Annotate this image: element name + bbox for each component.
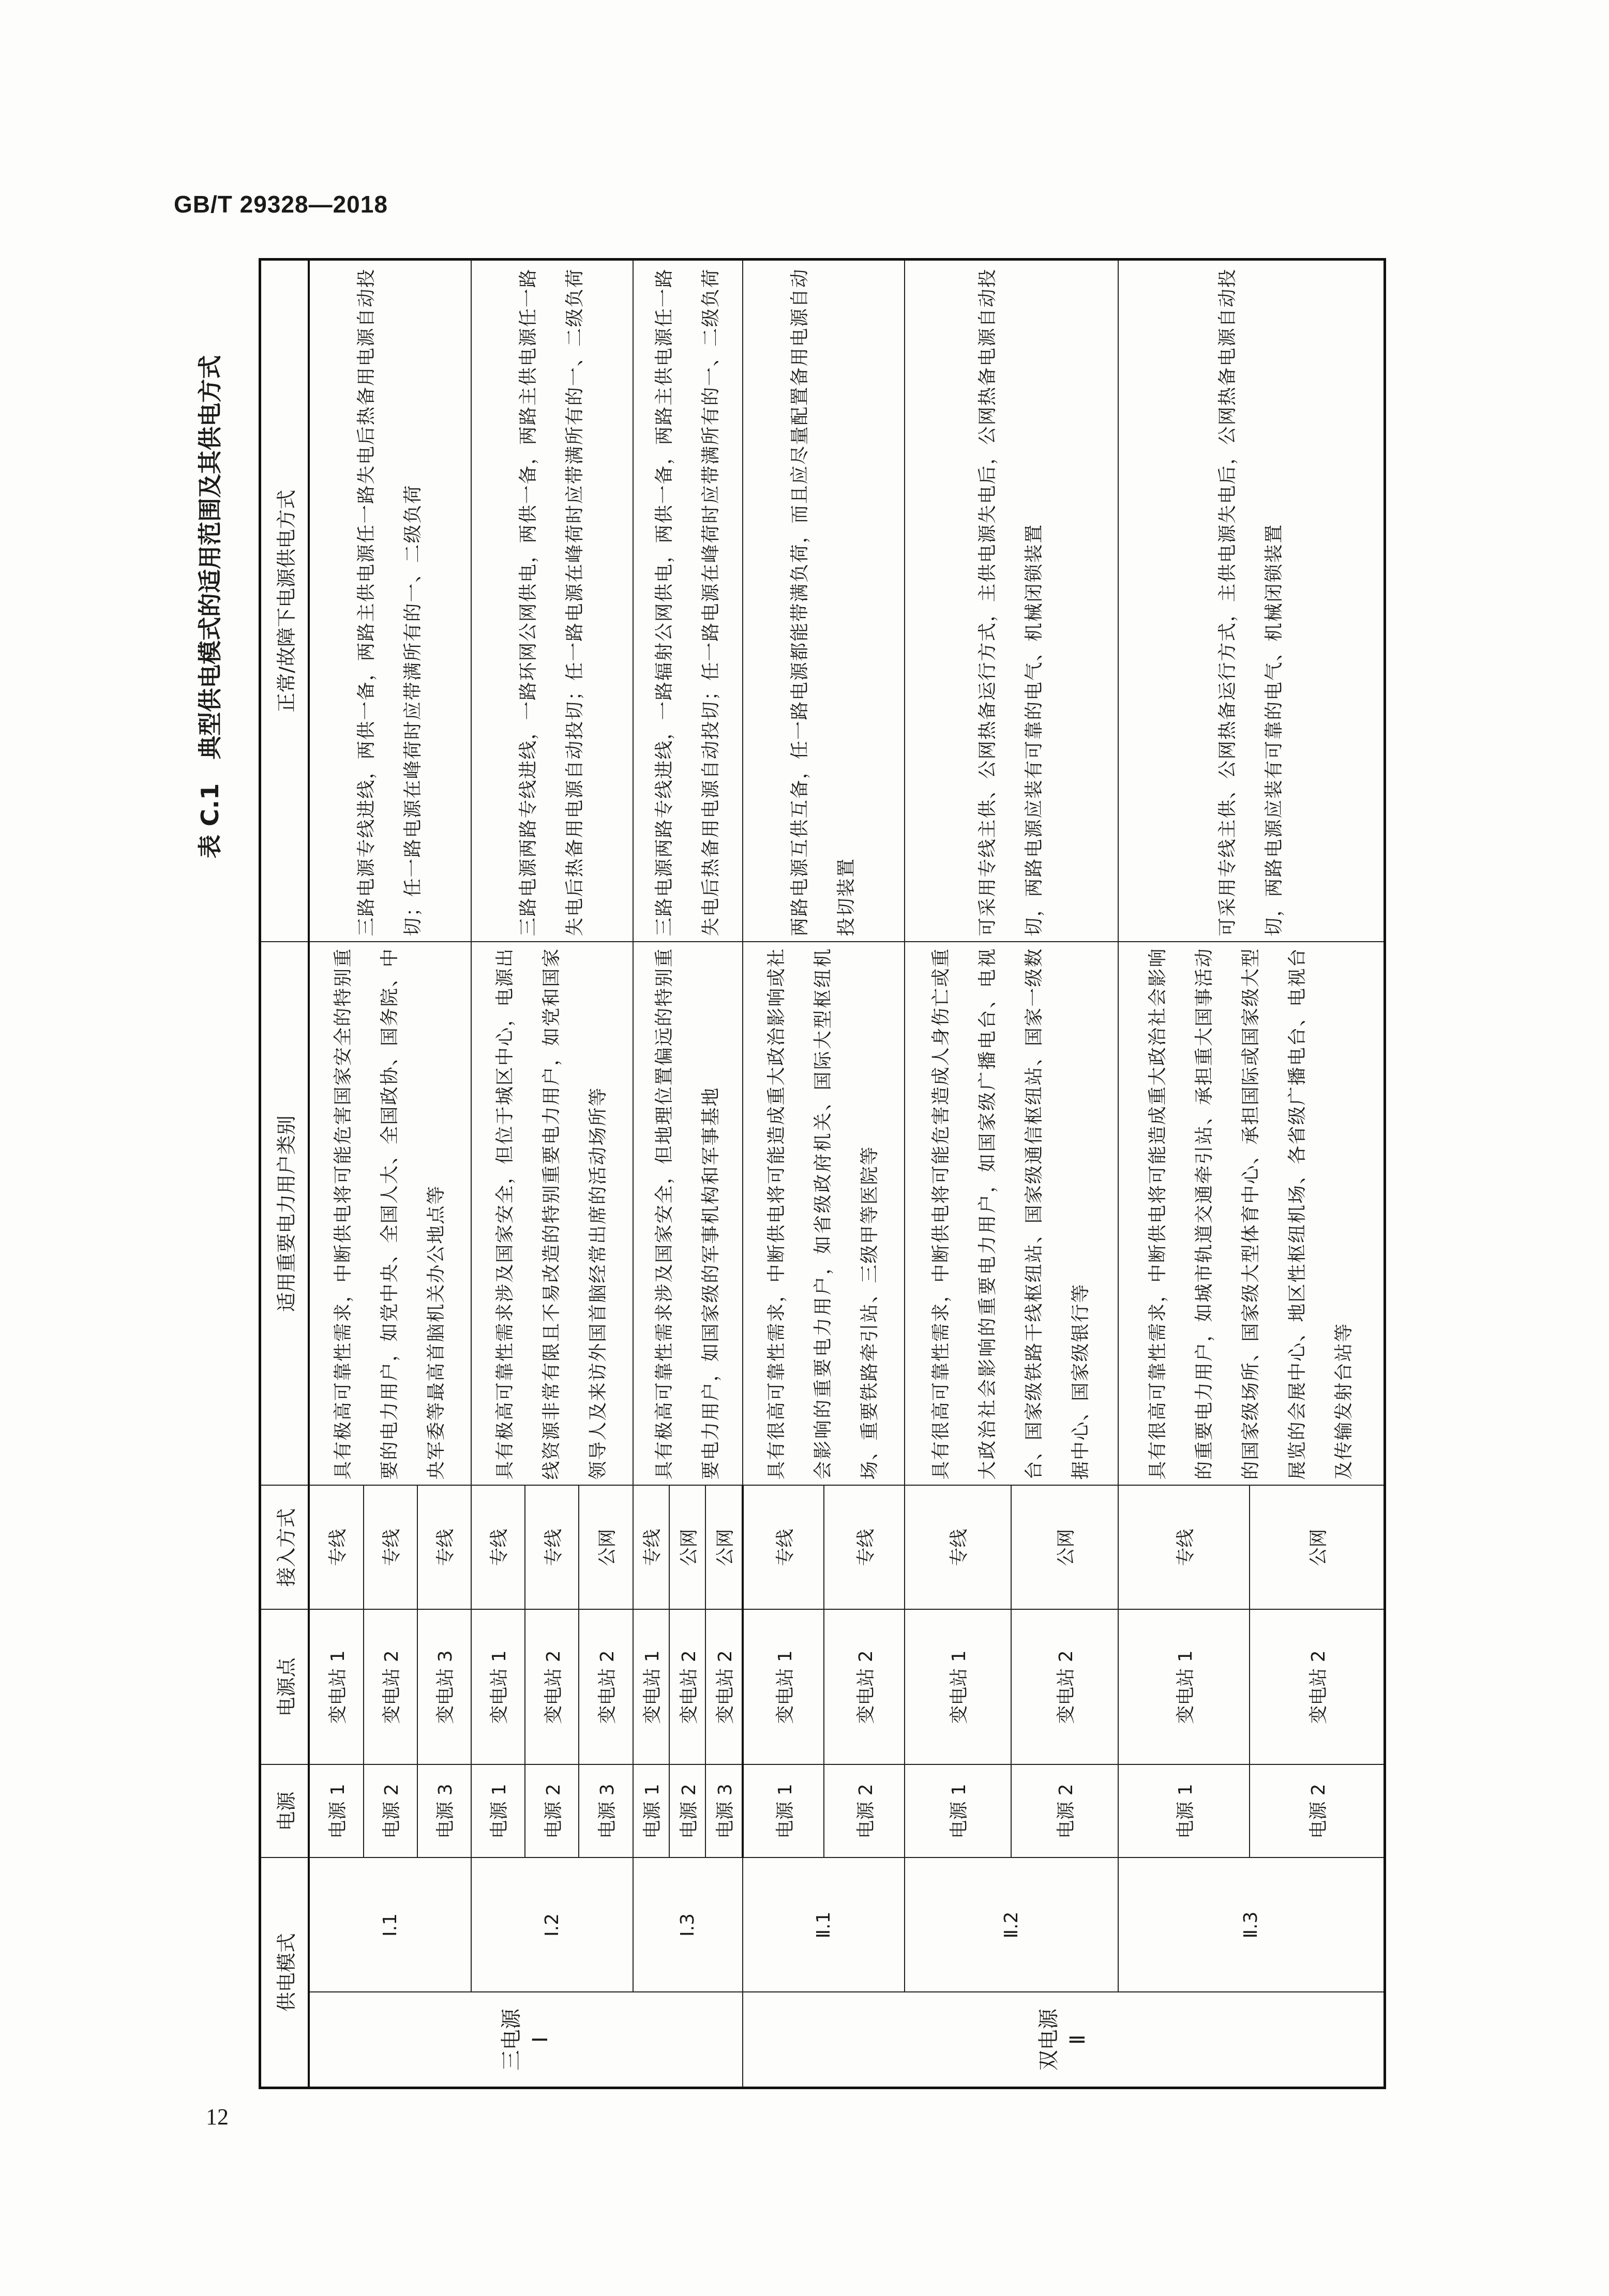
source-cell: 电源 1 bbox=[309, 1764, 364, 1857]
source-cell: 电源 1 bbox=[471, 1764, 525, 1857]
point-cell: 变电站 1 bbox=[1118, 1609, 1250, 1764]
access-cell: 公网 bbox=[579, 1485, 633, 1609]
table-row bbox=[633, 259, 669, 2088]
supply-cell: 三路电源两路专线进线，一路环网公网供电，两供一备，两路主供电源任一路失电后热备用电源自动投切；任一路电源在峰荷时应带满所有的一、二级负荷 bbox=[471, 259, 633, 942]
supply-cell: 可采用专线主供、公网热备运行方式，主供电源失电后，公网热备电源自动投切，两路电源应装有可靠的电气、机械闭锁装置 bbox=[905, 259, 1118, 942]
category-cell: 具有很高可靠性需求，中断供电将可能造成重大政治影响或社会影响的重要电力用户，如省级政府机关、国际大型枢纽机场、重要铁路牵引站、三级甲等医院等 bbox=[743, 942, 905, 1485]
category-cell: 具有很高可靠性需求，中断供电将可能造成重大政治社会影响的重要电力用户，如城市轨道交通牵引站、承担重大国事活动的国家级场所、国家级大型体育中心、承担国际或国家级大型展览的会展中心、地区性枢纽机场、各省级广播电台、电视台及传输发射台站等 bbox=[1118, 942, 1385, 1485]
table-row bbox=[905, 259, 1012, 2088]
class-cell-three-source bbox=[309, 1992, 743, 2088]
header-supply: 正常/故障下电源供电方式 bbox=[260, 259, 309, 942]
header-mode: 供电模式 bbox=[260, 1857, 309, 2088]
access-cell: 专线 bbox=[743, 1485, 824, 1609]
header-category: 适用重要电力用户类别 bbox=[260, 942, 309, 1485]
point-cell: 变电站 1 bbox=[309, 1609, 364, 1764]
point-cell: 变电站 2 bbox=[364, 1609, 417, 1764]
source-cell: 电源 2 bbox=[824, 1764, 904, 1857]
table-header-row bbox=[260, 259, 309, 2088]
point-cell: 变电站 2 bbox=[1250, 1609, 1385, 1764]
point-cell: 变电站 3 bbox=[417, 1609, 471, 1764]
point-cell: 变电站 1 bbox=[471, 1609, 525, 1764]
class-numeral: Ⅱ bbox=[1065, 2034, 1090, 2045]
source-cell: 电源 1 bbox=[633, 1764, 669, 1857]
table-row bbox=[743, 259, 824, 2088]
source-cell: 电源 2 bbox=[1250, 1764, 1385, 1857]
access-cell: 公网 bbox=[1250, 1485, 1385, 1609]
point-cell: 变电站 2 bbox=[1011, 1609, 1118, 1764]
access-cell: 专线 bbox=[1118, 1485, 1250, 1609]
access-cell: 专线 bbox=[824, 1485, 904, 1609]
class-label: 三电源 bbox=[499, 2008, 523, 2071]
header-access: 接入方式 bbox=[260, 1485, 309, 1609]
access-cell: 公网 bbox=[1011, 1485, 1118, 1609]
source-cell: 电源 2 bbox=[364, 1764, 417, 1857]
mode-label: Ⅰ.1 bbox=[309, 1857, 471, 1992]
access-cell: 公网 bbox=[705, 1485, 743, 1609]
source-cell: 电源 2 bbox=[669, 1764, 705, 1857]
access-cell: 专线 bbox=[417, 1485, 471, 1609]
point-cell: 变电站 2 bbox=[669, 1609, 705, 1764]
supply-cell: 三路电源两路专线进线，一路辐射公网供电，两供一备，两路主供电源任一路失电后热备用电源自动投切；任一路电源在峰荷时应带满所有的一、二级负荷 bbox=[633, 259, 743, 942]
class-cell-dual-source bbox=[743, 1992, 1385, 2088]
mode-label: Ⅱ.2 bbox=[905, 1857, 1118, 1992]
category-cell: 具有极高可靠性需求，中断供电将可能危害国家安全的特别重要的电力用户，如党中央、全国人大、全国政协、国务院、中央军委等最高首脑机关办公地点等 bbox=[309, 942, 471, 1485]
supply-cell: 三路电源专线进线，两供一备，两路主供电源任一路失电后热备用电源自动投切；任一路电源在峰荷时应带满所有的一、二级负荷 bbox=[309, 259, 471, 942]
source-cell: 电源 1 bbox=[1118, 1764, 1250, 1857]
table-container bbox=[259, 261, 1386, 2089]
access-cell: 专线 bbox=[633, 1485, 669, 1609]
point-cell: 变电站 2 bbox=[705, 1609, 743, 1764]
point-cell: 变电站 2 bbox=[824, 1609, 904, 1764]
mode-label: Ⅱ.1 bbox=[743, 1857, 905, 1992]
source-cell: 电源 2 bbox=[1011, 1764, 1118, 1857]
mode-label: Ⅱ.3 bbox=[1118, 1857, 1385, 1992]
access-cell: 专线 bbox=[525, 1485, 579, 1609]
point-cell: 变电站 2 bbox=[579, 1609, 633, 1764]
point-cell: 变电站 1 bbox=[905, 1609, 1012, 1764]
access-cell: 专线 bbox=[471, 1485, 525, 1609]
category-cell: 具有极高可靠性需求涉及国家安全，但地理位置偏远的特别重要电力用户，如国家级的军事机构和军事基地 bbox=[633, 942, 743, 1485]
access-cell: 专线 bbox=[364, 1485, 417, 1609]
page-number: 12 bbox=[206, 2104, 229, 2129]
table-row bbox=[1118, 259, 1250, 2088]
class-numeral: Ⅰ bbox=[528, 2036, 552, 2043]
source-cell: 电源 3 bbox=[579, 1764, 633, 1857]
point-cell: 变电站 1 bbox=[743, 1609, 824, 1764]
source-cell: 电源 2 bbox=[525, 1764, 579, 1857]
source-cell: 电源 1 bbox=[905, 1764, 1012, 1857]
access-cell: 公网 bbox=[669, 1485, 705, 1609]
mode-label: Ⅰ.2 bbox=[471, 1857, 633, 1992]
table-row bbox=[471, 259, 525, 2088]
header-source: 电源 bbox=[260, 1764, 309, 1857]
standard-number: GB/T 29328—2018 bbox=[174, 191, 388, 218]
table-caption: 表 C.1 典型供电模式的适用范围及其供电方式 bbox=[196, 355, 224, 858]
supply-cell: 可采用专线主供、公网热备运行方式，主供电源失电后，公网热备电源自动投切，两路电源应装有可靠的电气、机械闭锁装置 bbox=[1118, 259, 1385, 942]
header-point: 电源点 bbox=[260, 1609, 309, 1764]
source-cell: 电源 1 bbox=[743, 1764, 824, 1857]
supply-mode-table bbox=[259, 258, 1386, 2089]
supply-cell: 两路电源互供互备，任一路电源都能带满负荷，而且应尽量配置备用电源自动投切装置 bbox=[743, 259, 905, 942]
source-cell: 电源 3 bbox=[417, 1764, 471, 1857]
table-row bbox=[309, 259, 364, 2088]
point-cell: 变电站 1 bbox=[633, 1609, 669, 1764]
point-cell: 变电站 2 bbox=[525, 1609, 579, 1764]
category-cell: 具有很高可靠性需求，中断供电将可能危害造成人身伤亡或重大政治社会影响的重要电力用户，如国家级广播电台、电视台、国家级铁路干线枢纽站、国家级通信枢纽站、国家一级数据中心、国家级银行等 bbox=[905, 942, 1118, 1485]
class-label: 双电源 bbox=[1036, 2008, 1061, 2071]
category-cell: 具有极高可靠性需求涉及国家安全，但位于城区中心，电源出线资源非常有限且不易改造的特别重要电力用户，如党和国家领导人及来访外国首脑经常出席的活动场所等 bbox=[471, 942, 633, 1485]
mode-label: Ⅰ.3 bbox=[633, 1857, 743, 1992]
access-cell: 专线 bbox=[309, 1485, 364, 1609]
access-cell: 专线 bbox=[905, 1485, 1012, 1609]
source-cell: 电源 3 bbox=[705, 1764, 743, 1857]
